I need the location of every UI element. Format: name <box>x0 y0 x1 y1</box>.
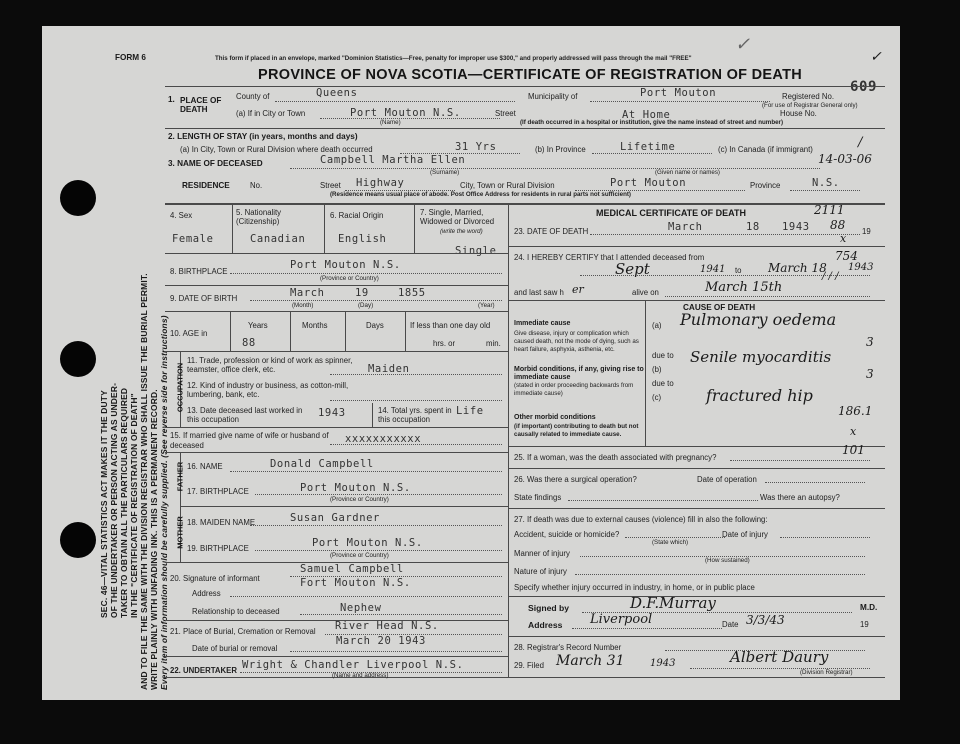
dob-month-label: (Month) <box>292 302 314 309</box>
state-which: (State which) <box>652 539 689 546</box>
rule-med-sign <box>508 636 885 637</box>
age-col-3 <box>345 311 346 351</box>
rule-main-bottom <box>165 677 885 678</box>
due-to-1: due to <box>652 351 674 360</box>
operation-date-line <box>765 482 865 483</box>
marital-label: 7. Single, Married, Widowed or Divorced <box>420 208 495 226</box>
death-nineteen: 19 <box>862 227 871 236</box>
nature-label: Nature of injury <box>514 567 567 576</box>
age-years-label: Years <box>248 321 268 330</box>
cause-x-mark: x <box>850 425 857 438</box>
side-line-5: AND TO FILE THE SAME WITH THE DIVISION REGISTRAR WHO SHALL ISSUE THE BURIAL PERMIT. <box>139 273 149 690</box>
undertaker-note: (Name and address) <box>332 672 389 679</box>
rule-row-9 <box>165 311 508 312</box>
col-origin <box>414 203 415 253</box>
father-side-label: FATHER <box>175 461 185 492</box>
stay-canada-value: / <box>858 135 863 150</box>
given-label: (Given name or names) <box>655 169 720 176</box>
mother-maiden: Susan Gardner <box>290 512 380 524</box>
specify-label: Specify whether injury occurred in industry, in home, or in public place <box>514 583 755 592</box>
relation-value: Nephew <box>340 602 382 614</box>
divider-center <box>508 203 509 677</box>
age-years-value: 88 <box>242 337 256 349</box>
origin-label: 6. Racial Origin <box>330 211 384 220</box>
injury-date-label: Date of injury <box>722 530 768 539</box>
mother-bp-note: (Province or Country) <box>330 552 389 559</box>
attended-from-year: 1941 <box>700 264 726 275</box>
nationality-value: Canadian <box>250 233 306 245</box>
cause-c-code: 186.1 <box>838 404 873 418</box>
undertaker-label: 22. UNDERTAKER <box>170 666 238 675</box>
rule-main-top <box>165 203 885 205</box>
street-label: Street <box>495 109 516 118</box>
industry-line <box>330 400 502 401</box>
sign-date-label: Date <box>722 620 739 629</box>
check-mark-right: ✓ <box>870 49 882 65</box>
death-day: 18 <box>746 221 760 233</box>
immediate-note: Give disease, injury or complication which caused death, not the mode of dying, such as heart failure, asphyxia, asthenia, etc. <box>514 330 639 353</box>
rule-father <box>180 506 508 507</box>
last-saw-date: March 15th <box>705 280 783 295</box>
informant-name: Samuel Campbell <box>300 563 404 575</box>
cause-a: Pulmonary oedema <box>680 310 837 329</box>
dob-year: 1855 <box>398 287 426 299</box>
rule-row-4 <box>165 253 508 254</box>
spouse-label: 15. If married give name of wife or husband of deceased <box>170 431 329 450</box>
col-nationality <box>324 203 325 253</box>
county-label: County of <box>236 92 270 101</box>
certificate-title: PROVINCE OF NOVA SCOTIA—CERTIFICATE OF REGISTRATION OF DEATH <box>258 67 803 83</box>
physician-address-line <box>572 628 722 629</box>
father-bp-label: 17. BIRTHPLACE <box>187 487 249 496</box>
medical-code-1: 2111 <box>814 203 845 217</box>
spouse-value: xxxxxxxxxxx <box>345 433 422 445</box>
hospital-note: (If death occurred in a hospital or institution, give the name instead of street and number) <box>520 119 784 126</box>
death-x-mark: x <box>840 232 847 245</box>
morbid-note: (stated in order proceeding backwards from immediate cause) <box>514 382 634 397</box>
trade-value: Maiden <box>368 363 410 375</box>
medical-code-2: 754 <box>835 249 858 263</box>
residence-province-label: Province <box>750 181 781 190</box>
age-col-4 <box>405 311 406 351</box>
marital-value: Single <box>455 245 497 257</box>
residence-province-line <box>790 190 860 191</box>
last-worked-label: 13. Date deceased last worked in this occupation <box>187 406 303 424</box>
sex-value: Female <box>172 233 214 245</box>
dob-day-label: (Day) <box>358 302 374 309</box>
medical-heading: MEDICAL CERTIFICATE OF DEATH <box>596 208 746 218</box>
death-date-line <box>590 234 860 235</box>
father-name-label: 16. NAME <box>187 462 223 471</box>
manner-label: Manner of injury <box>514 549 570 558</box>
rule-row-14 <box>165 427 508 428</box>
deceased-label: 3. NAME OF DECEASED <box>168 159 263 168</box>
last-saw-label: and last saw h <box>514 288 564 297</box>
relation-label: Relationship to deceased <box>192 607 280 616</box>
father-name-line <box>230 471 502 472</box>
side-line-1: SEC. 46—VITAL STATISTICS ACT MAKES IT THE DUTY <box>99 390 109 618</box>
pregnancy-label: 25. If a woman, was the death associated with pregnancy? <box>514 453 717 462</box>
father-name: Donald Campbell <box>270 458 374 470</box>
name-label: (Name) <box>380 119 401 126</box>
attended-to-year: 1943 <box>848 262 874 273</box>
mother-maiden-label: 18. MAIDEN NAME <box>187 518 256 527</box>
nationality-label: 5. Nationality (Citizenship) <box>236 208 282 226</box>
other-morbid-label: Other morbid conditions <box>514 414 596 421</box>
relation-line <box>300 614 502 615</box>
rule-header <box>165 86 885 87</box>
burial-date-label: Date of burial or removal <box>192 644 278 653</box>
trade-line <box>330 374 502 375</box>
cause-heading: CAUSE OF DEATH <box>683 303 756 312</box>
surname-label: (Surname) <box>430 169 460 176</box>
age-under-day-label: If less than one day old <box>410 321 491 330</box>
col-sex <box>232 203 233 253</box>
side-line-4: IN THE "CERTIFICATE OF REGISTRATION OF DEATH" <box>129 393 139 618</box>
rule-med-25 <box>508 468 885 469</box>
alive-on-label: alive on <box>632 288 659 297</box>
stay-label: 2. LENGTH OF STAY (in years, months and days) <box>168 132 358 141</box>
physician-address: Liverpool <box>590 612 653 627</box>
mother-bp-label: 19. BIRTHPLACE <box>187 544 249 553</box>
father-bp: Port Mouton N.S. <box>300 482 411 494</box>
age-col-2 <box>290 311 291 351</box>
total-value: Life <box>456 405 484 417</box>
municipality-value: Port Mouton <box>640 87 717 99</box>
occupation-side-label: OCCUPATION <box>175 362 185 413</box>
marital-note: (write the word) <box>440 228 483 235</box>
mother-bp: Port Mouton N.S. <box>312 537 423 549</box>
burial-label: 21. Place of Burial, Cremation or Removal <box>170 627 316 636</box>
residence-street: Highway <box>356 177 405 189</box>
physician-signature: D.F.Murray <box>630 594 716 612</box>
accident-label: Accident, suicide or homicide? <box>514 530 620 539</box>
birthplace-label: 8. BIRTHPLACE <box>170 267 228 276</box>
medical-code-3: / / / <box>822 271 839 282</box>
deceased-line <box>290 168 820 169</box>
md-label: M.D. <box>860 603 878 612</box>
place-of-death-label: PLACE OF DEATH <box>180 96 222 114</box>
side-line-3: TAKER TO OBTAIN ALL THE PARTICULARS REQUIRED <box>119 387 129 618</box>
rule-med-24 <box>508 300 885 301</box>
burial-date: March 20 1943 <box>336 635 426 647</box>
industry-label: 12. Kind of industry or business, as cotton-mill, lumbering, bank, etc. <box>187 381 349 399</box>
rule-med-cause <box>508 446 885 447</box>
registrar-note: (For use of Registrar General only) <box>762 102 858 109</box>
age-label: 10. AGE in <box>170 329 208 338</box>
rule-row-15 <box>165 452 508 453</box>
pregnancy-line <box>730 460 870 461</box>
attended-from: Sept <box>615 260 650 278</box>
operation-date-label: Date of operation <box>697 475 757 484</box>
residence-label: RESIDENCE <box>182 181 230 190</box>
attended-to-label: to <box>735 266 742 275</box>
cause-b-marker: (b) <box>652 365 662 374</box>
residence-province: N.S. <box>812 177 840 189</box>
due-to-2: due to <box>652 379 674 388</box>
stay-city-value: 31 Yrs <box>455 141 497 153</box>
filed-year: 1943 <box>650 658 676 669</box>
burial-place: River Head N.S. <box>335 620 439 632</box>
pregnancy-code: 101 <box>842 443 865 457</box>
physician-address-label: Address <box>528 620 563 630</box>
form-number: FORM 6 <box>115 53 146 62</box>
death-month: March <box>668 221 703 233</box>
sex-label: 4. Sex <box>170 211 193 220</box>
injury-date-line <box>780 537 870 538</box>
side-line-7: Every item of information should be carefully supplied. (See reverse side for instructions) <box>159 315 169 690</box>
mother-side-label: MOTHER <box>175 516 185 549</box>
dob-label: 9. DATE OF BIRTH <box>170 294 238 303</box>
accident-line <box>625 537 725 538</box>
city-value: Port Mouton N.S. <box>350 107 461 119</box>
findings-line <box>568 500 758 501</box>
cause-c-marker: (c) <box>652 393 662 402</box>
mother-bp-line <box>255 550 502 551</box>
informant-address: Fort Mouton N.S. <box>300 577 411 589</box>
registered-label: Registered No. <box>782 92 835 101</box>
stay-canada-label: (c) In Canada (if immigrant) <box>718 145 813 154</box>
cause-a-marker: (a) <box>652 321 662 330</box>
nature-line <box>575 574 865 575</box>
mail-notice: This form if placed in an envelope, marked "Dominion Statistics—Free, penalty for improper use $300," and properly addressed will pass through the mail "FREE" <box>215 55 692 62</box>
dob-line <box>250 300 502 301</box>
rule-1 <box>165 128 885 129</box>
place-label-no: 1. <box>168 95 175 104</box>
division-registrar-label: (Division Registrar) <box>800 669 853 676</box>
last-saw-suffix: er <box>572 283 584 296</box>
age-days-label: Days <box>366 321 384 330</box>
informant-address-line <box>230 596 502 597</box>
operation-label: 26. Was there a surgical operation? <box>514 475 637 484</box>
stay-province-value: Lifetime <box>620 141 676 153</box>
municipality-label: Municipality of <box>528 92 578 101</box>
municipality-line <box>590 101 770 102</box>
birthplace-note: (Province or Country) <box>320 275 379 282</box>
dob-year-label: (Year) <box>478 302 495 309</box>
birthplace-value: Port Mouton N.S. <box>290 259 401 271</box>
age-min-label: min. <box>486 339 501 348</box>
stay-province-label: (b) In Province <box>535 145 586 154</box>
sign-nineteen: 19 <box>860 620 869 629</box>
death-date-label: 23. DATE OF DEATH <box>514 227 589 236</box>
trade-label: 11. Trade, profession or kind of work as spinner, teamster, office clerk, etc. <box>187 356 353 374</box>
total-label: 14. Total yrs. spent in this occupation <box>378 406 452 424</box>
death-age-note: 88 <box>830 218 846 232</box>
residence-city: Port Mouton <box>610 177 687 189</box>
rule-burial <box>165 656 508 657</box>
age-col-1 <box>230 311 231 351</box>
how-sustained: (How sustained) <box>705 557 750 564</box>
age-hrs-label: hrs. or <box>433 339 456 348</box>
filed-date: March 31 <box>556 653 625 669</box>
certificate-number: 609 <box>850 79 878 95</box>
findings-label: State findings <box>514 493 562 502</box>
side-line-6: WRITE PLAINLY WITH UNFADING INK. THIS IS A PERMANENT RECORD. <box>149 389 159 690</box>
alive-on-line <box>665 296 870 297</box>
birthplace-line <box>230 273 502 274</box>
city-label: (a) If in City or Town <box>236 109 306 118</box>
cause-b: Senile myocarditis <box>690 348 832 366</box>
stay-province-line <box>592 153 712 154</box>
stay-city-label: (a) In City, Town or Rural Division where death occurred <box>180 145 373 154</box>
side-line-2: OF THE UNDERTAKER OR PERSON ACTING AS UNDER- <box>109 382 119 618</box>
age-months-label: Months <box>302 321 328 330</box>
registrar-signature: Albert Daury <box>730 648 829 666</box>
certify-label: 24. I HEREBY CERTIFY that I attended deceased from <box>514 253 705 262</box>
house-label: House No. <box>780 109 817 118</box>
cause-b-code: 3 <box>866 367 874 381</box>
dob-day: 19 <box>355 287 369 299</box>
filed-label: 29. Filed <box>514 661 544 670</box>
burial-date-line <box>290 651 502 652</box>
rule-med-26 <box>508 508 885 509</box>
cause-a-code: 3 <box>866 335 874 349</box>
registrar-record-label: 28. Registrar's Record Number <box>514 643 622 652</box>
attended-to: March 18 <box>768 261 827 275</box>
residence-street-label: Street <box>320 181 341 190</box>
father-bp-line <box>255 494 502 495</box>
immediate-label: Immediate cause <box>514 320 571 327</box>
deceased-code: 14-03-06 <box>818 152 872 166</box>
cause-c: fractured hip <box>706 386 813 405</box>
signed-label: Signed by <box>528 603 570 613</box>
deceased-name: Campbell Martha Ellen <box>320 154 466 166</box>
check-mark-top: ✓ <box>735 34 751 55</box>
external-label: 27. If death was due to external causes (violence) fill in also the following: <box>514 515 768 524</box>
mother-maiden-line <box>250 525 502 526</box>
rule-med-23 <box>508 246 885 247</box>
other-morbid-note: (if important) contributing to death but not causally related to immediate cause. <box>514 423 639 438</box>
rule-row-8 <box>165 285 508 286</box>
death-year: 1943 <box>782 221 810 233</box>
sign-date: 3/3/43 <box>746 613 785 627</box>
undertaker-value: Wright & Chandler Liverpool N.S. <box>242 659 464 671</box>
informant-label: 20. Signature of informant <box>170 574 260 583</box>
residence-city-label: City, Town or Rural Division <box>460 181 555 190</box>
last-worked-value: 1943 <box>318 407 346 419</box>
informant-address-label: Address <box>192 589 221 598</box>
rule-row-10 <box>165 351 508 352</box>
hospital-value: At Home <box>622 109 671 121</box>
occupation-col <box>372 403 373 427</box>
origin-value: English <box>338 233 387 245</box>
residence-note: (Residence means usual place of abode. Post Office Address for residents in rural parts not sufficient) <box>330 191 631 198</box>
dob-month: March <box>290 287 325 299</box>
county-value: Queens <box>316 87 358 99</box>
morbid-label: Morbid conditions, if any, giving rise to immediate cause <box>514 366 644 381</box>
father-bp-note: (Province or Country) <box>330 496 389 503</box>
autopsy-label: Was there an autopsy? <box>760 493 840 502</box>
county-line <box>275 101 515 102</box>
residence-no-label: No. <box>250 181 263 190</box>
